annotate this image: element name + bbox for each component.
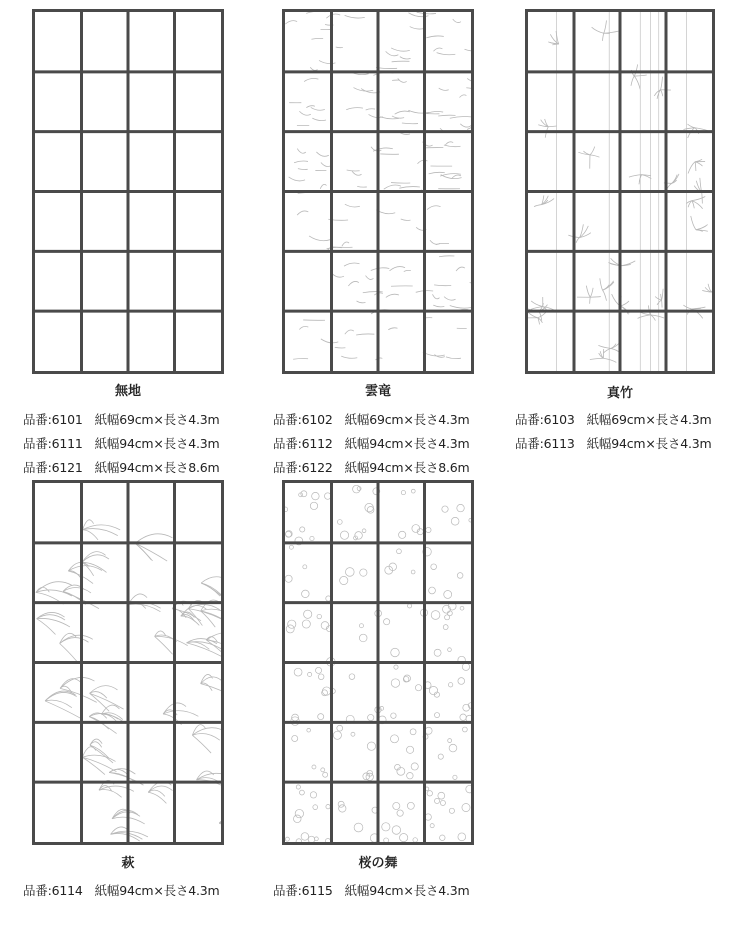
product-spec-line — [273, 434, 470, 452]
product-size: 紙幅94cm×長さ4.3m — [344, 436, 470, 451]
shoji-lattice — [35, 483, 221, 842]
product-code: 品番:6111 — [23, 436, 83, 451]
product-code: 品番:6103 — [515, 412, 575, 427]
shoji-panel-muji — [32, 9, 224, 374]
product-code: 品番:6101 — [23, 412, 83, 427]
product-spec-line — [515, 434, 712, 452]
product-spec-line — [23, 458, 220, 476]
shoji-lattice — [35, 12, 221, 371]
product-code: 品番:6121 — [23, 460, 83, 475]
shoji-panel-hagi — [32, 480, 224, 845]
product-spec-line — [273, 410, 470, 428]
product-code: 品番:6115 — [273, 883, 333, 898]
product-name: 真竹 — [606, 386, 633, 401]
product-spec-line — [23, 434, 220, 452]
product-spec-line — [23, 881, 220, 899]
shoji-lattice — [285, 483, 471, 842]
product-size: 紙幅94cm×長さ4.3m — [344, 883, 470, 898]
product-code: 品番:6113 — [515, 436, 575, 451]
product-size: 紙幅94cm×長さ8.6m — [94, 460, 220, 475]
product-name: 雲竜 — [364, 384, 391, 399]
product-code: 品番:6112 — [273, 436, 333, 451]
product-size: 紙幅69cm×長さ4.3m — [94, 412, 220, 427]
product-size: 紙幅94cm×長さ4.3m — [586, 436, 712, 451]
product-spec-line — [23, 410, 220, 428]
product-code: 品番:6114 — [23, 883, 83, 898]
product-name: 無地 — [114, 384, 141, 399]
shoji-lattice — [528, 12, 712, 371]
product-size: 紙幅94cm×長さ4.3m — [94, 436, 220, 451]
product-size: 紙幅94cm×長さ8.6m — [344, 460, 470, 475]
product-name: 桜の舞 — [358, 856, 398, 871]
product-size: 紙幅94cm×長さ4.3m — [94, 883, 220, 898]
shoji-lattice — [285, 12, 471, 371]
product-code: 品番:6122 — [273, 460, 333, 475]
shoji-panel-sakura — [282, 480, 474, 845]
product-spec-line — [273, 458, 470, 476]
product-spec-line — [273, 881, 470, 899]
product-code: 品番:6102 — [273, 412, 333, 427]
product-spec-line — [515, 410, 712, 428]
product-size: 紙幅69cm×長さ4.3m — [344, 412, 470, 427]
shoji-panel-madake — [525, 9, 715, 374]
product-name: 萩 — [121, 856, 135, 871]
product-size: 紙幅69cm×長さ4.3m — [586, 412, 712, 427]
shoji-panel-unryu — [282, 9, 474, 374]
